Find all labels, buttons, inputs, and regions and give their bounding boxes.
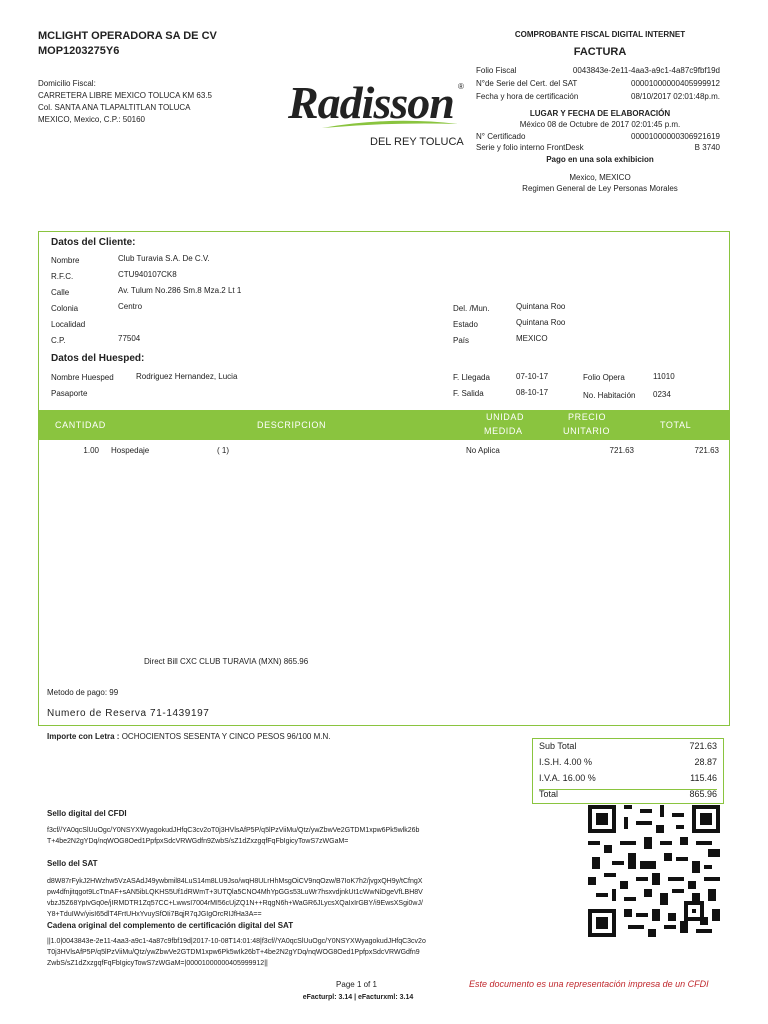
row-ref: ( 1)	[217, 446, 229, 455]
guest-llegada-value: 07-10-17	[516, 372, 549, 381]
guest-salida-value: 08-10-17	[516, 388, 549, 397]
place-heading: LUGAR Y FECHA DE ELABORACIÓN	[529, 109, 671, 118]
issuer-name: MCLIGHT OPERADORA SA DE CV	[38, 30, 217, 42]
invoice-title: FACTURA	[573, 46, 627, 58]
client-delmun-value: Quintana Roo	[516, 302, 566, 311]
issuer-address-line1: CARRETERA LIBRE MEXICO TOLUCA KM 63.5	[38, 91, 212, 100]
footer-versions: eFacturpl: 3.14 | eFacturxml: 3.14	[302, 994, 414, 1001]
folio-fiscal-value: 0043843e-2e11-4aa3-a9c1-4a87c9fbf19d	[572, 66, 720, 75]
client-cp-label: C.P.	[51, 336, 66, 345]
client-rfc-value: CTU940107CK8	[118, 270, 177, 279]
ish-row	[539, 757, 717, 773]
place-value: México 08 de Octubre de 2017 02:01:45 p.m.	[519, 120, 681, 129]
page-number: Page 1 of 1	[336, 980, 377, 989]
guest-habitacion-value: 0234	[653, 390, 671, 399]
logo-registered: ®	[458, 82, 464, 91]
logo-subtitle: DEL REY TOLUCA	[370, 136, 464, 148]
chain-line: ||1.0|0043843e-2e11-4aa3-a9c1-4a87c9fbf19d|2017-10-08T14:01:48|f3cf//YA0qcSlUuOgc/Y0NSYXWyagokudJHfqC3cv2o	[47, 938, 426, 945]
guest-heading: Datos del Huesped:	[51, 353, 145, 364]
items-table-header	[38, 410, 730, 440]
logo-swoosh	[320, 118, 460, 132]
client-calle-label: Calle	[51, 288, 70, 297]
col-precio-line2: UNITARIO	[563, 426, 611, 436]
payment-method: Metodo de pago: 99	[47, 688, 119, 697]
chain-line: ZwbS/sZ1dZxzgqfFqFbIgicyTowS7zWGaM=|00001000000405999912||	[47, 960, 268, 967]
guest-folio-opera-label: Folio Opera	[583, 373, 625, 382]
payment-note: Pago en una sola exhibicion	[546, 155, 654, 164]
client-cp-value: 77504	[118, 334, 141, 343]
totals-box	[532, 738, 724, 804]
cfdi-seal-line: T+4be2N2gYDq/nqWOG8Oed1PpfpxSdcVRWGdfn9ZwbS/sZ1dZxzgqfFqFbIgicyTowS7zWGaM=	[47, 838, 349, 845]
guest-salida-label: F. Salida	[453, 389, 484, 398]
issuer-address-label: Domicilio Fiscal:	[38, 79, 96, 88]
logo-brand: Radisson	[288, 77, 454, 128]
sat-seal-line: d8W87rFykJ2HWzhw5VzASAdJ49ywbmil84LuS14m8LU9Jso/wqH8ULrHhMsgOiCV9nqOzw/B7IoK7h2/jvgxQH9y/tCfngX	[47, 878, 423, 885]
row-cantidad: 1.00	[83, 446, 99, 455]
amount-words-value: OCHOCIENTOS SESENTA Y CINCO PESOS 96/100 M.N.	[121, 732, 331, 741]
amount-words-label: Importe con Letra :	[47, 732, 120, 741]
total-label: Total	[539, 789, 559, 799]
col-total: TOTAL	[660, 420, 692, 430]
client-nombre-label: Nombre	[51, 256, 80, 265]
total-value: 865.96	[689, 789, 717, 799]
col-unidad-line1: UNIDAD	[486, 412, 525, 422]
qr-code	[588, 805, 720, 937]
items-table-body	[38, 440, 730, 726]
col-descripcion: DESCRIPCION	[257, 420, 327, 430]
row-precio: 721.63	[609, 446, 634, 455]
client-colonia-value: Centro	[118, 302, 143, 311]
cfdi-seal-text	[47, 825, 567, 847]
invoice-header: COMPROBANTE FISCAL DIGITAL INTERNET	[514, 30, 686, 39]
client-delmun-label: Del. /Mun.	[453, 304, 490, 313]
cert-date-label: Fecha y hora de certificación	[476, 92, 579, 101]
client-heading: Datos del Cliente:	[51, 237, 136, 248]
client-rfc-label: R.F.C.	[51, 272, 74, 281]
client-localidad-label: Localidad	[51, 320, 86, 329]
cert-date-value: 08/10/2017 02:01:48p.m.	[631, 92, 720, 101]
row-descripcion: Hospedaje	[111, 446, 150, 455]
frontdesk-value: B 3740	[694, 143, 720, 152]
direct-bill: Direct Bill CXC CLUB TURAVIA (MXN) 865.96	[144, 657, 309, 666]
client-estado-value: Quintana Roo	[516, 318, 566, 327]
sat-seal-line: vbzJ5Z68YpIvGq0e/jIRMDTR1Zq57CC+LwwsI7004rMI56cUjZQ1N++RqgN6h+WaGR6JLycsXQaIxIrGBY/i9EwsXSgi0wJ/	[47, 900, 423, 907]
frontdesk-label: Serie y folio interno FrontDesk	[476, 143, 584, 152]
chain-text	[47, 936, 567, 969]
guest-name-value: Rodriguez Hernandez, Lucia	[136, 372, 238, 381]
cert-no-value: 00001000000306921619	[631, 132, 720, 141]
client-estado-label: Estado	[453, 320, 478, 329]
ish-label: I.S.H. 4.00 %	[539, 757, 593, 767]
client-pais-value: MEXICO	[516, 334, 548, 343]
guest-passport-label: Pasaporte	[51, 389, 88, 398]
col-unidad-line2: MEDIDA	[484, 426, 523, 436]
invoice-regime: Regimen General de Ley Personas Morales	[522, 184, 678, 193]
issuer-address-line2: Col. SANTA ANA TLAPALTITLAN TOLUCA	[38, 103, 191, 112]
issuer-address-line3: MEXICO, Mexico, C.P.: 50160	[38, 115, 146, 124]
folio-fiscal-label: Folio Fiscal	[476, 66, 517, 75]
sat-seal-line: Y8+TduIWv/yisI65dlT4FrtUHxYvuySfOIi7BqjR7qJGIgOrcRIJfHa3A==	[47, 911, 262, 918]
client-colonia-label: Colonia	[51, 304, 79, 313]
cert-no-label: N° Certificado	[476, 132, 526, 141]
hotel-logo	[284, 72, 468, 158]
guest-llegada-label: F. Llegada	[453, 373, 490, 382]
sat-serial-value: 00001000000405999912	[631, 79, 720, 88]
guest-name-label: Nombre Huesped	[51, 373, 114, 382]
cfdi-notice: Este documento es una representación impresa de un CFDI	[469, 979, 709, 989]
iva-row	[539, 773, 717, 790]
amount-words	[47, 732, 331, 741]
client-calle-value: Av. Tulum No.286 Sm.8 Mza.2 Lt 1	[118, 286, 242, 295]
total-row	[539, 789, 717, 805]
subtotal-row	[539, 741, 717, 757]
chain-heading: Cadena original del complemento de certificación digital del SAT	[47, 921, 294, 930]
sat-seal-line: pw4dfnjitqgot9LcTtnAF+sAN5ibLQKHS5Uf1dRWmT+3UTQla5CNO4MhYpGGs53LuWr7hsxvdjnkUt1cWwNiDgeVfLBH8V	[47, 889, 423, 896]
sat-serial-label: N°de Serie del Cert. del SAT	[476, 79, 578, 88]
reservation-number: Numero de Reserva 71-1439197	[47, 708, 210, 719]
ish-value: 28.87	[694, 757, 717, 767]
col-precio-line1: PRECIO	[568, 412, 607, 422]
guest-habitacion-label: No. Habitación	[583, 391, 636, 400]
iva-label: I.V.A. 16.00 %	[539, 773, 596, 783]
client-nombre-value: Club Turavia S.A. De C.V.	[118, 254, 210, 263]
issuer-rfc: MOP1203275Y6	[38, 45, 120, 57]
col-cantidad: CANTIDAD	[55, 420, 106, 430]
iva-value: 115.46	[690, 773, 717, 783]
cfdi-seal-heading: Sello digital del CFDI	[47, 809, 127, 818]
row-unidad: No Aplica	[466, 446, 500, 455]
sat-seal-text	[47, 876, 567, 920]
client-pais-label: País	[453, 336, 470, 345]
sat-seal-heading: Sello del SAT	[47, 859, 98, 868]
subtotal-value: 721.63	[689, 741, 717, 751]
table-row	[38, 446, 730, 460]
chain-line: T0j3HVlsAfP5P/q5lPzViiMu/Qtz/ywZbwVe2GTDM1xpw6Pk5wIk26bT+4be2N2gYDq/nqWOG8Oed1PpfpxSdcVRWGdfn9	[47, 949, 420, 956]
subtotal-label: Sub Total	[539, 741, 577, 751]
cfdi-seal-line: f3cf//YA0qcSlUuOgc/Y0NSYXWyagokudJHfqC3cv2oT0j3HVlsAfP5P/q5lPzViiMu/Qtz/ywZbwVe2GTDM1xpw6Pk5wlk26b	[47, 827, 420, 834]
row-total: 721.63	[694, 446, 719, 455]
invoice-location: Mexico, MEXICO	[569, 173, 631, 182]
guest-folio-opera-value: 11010	[653, 372, 675, 381]
